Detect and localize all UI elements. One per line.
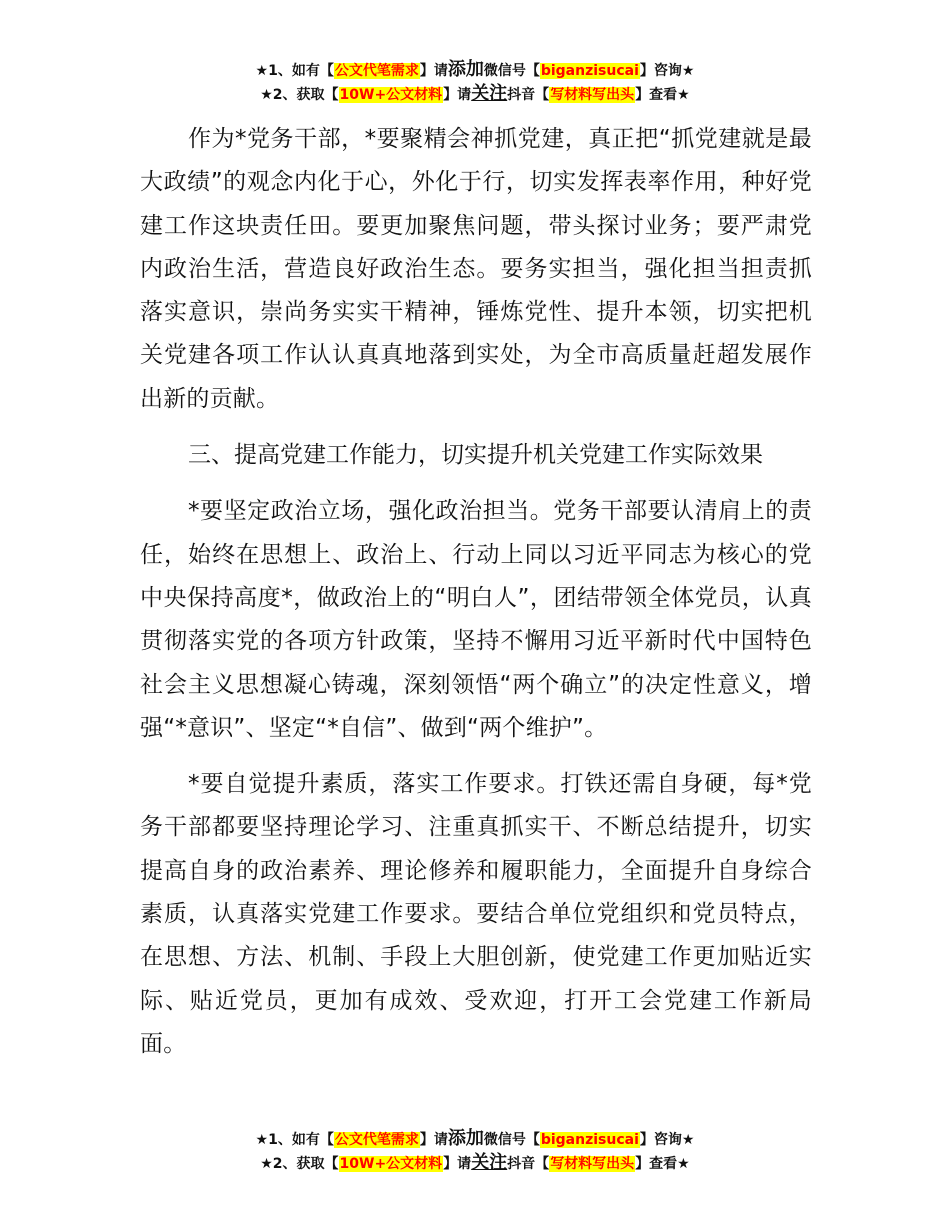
highlight-service: 公文代笔需求 bbox=[334, 63, 419, 79]
section-heading: 三、提高党建工作能力，切实提升机关党建工作实际效果 bbox=[188, 442, 763, 469]
banner-line-2 bbox=[0, 82, 950, 106]
banner-text: 】咨询★ bbox=[639, 63, 695, 79]
banner-line-1 bbox=[0, 58, 950, 82]
banner-line-2 bbox=[0, 1151, 950, 1175]
banner-text: 】查看★ bbox=[635, 1156, 690, 1172]
banner-emphasis: 添加 bbox=[447, 59, 484, 80]
highlight-materials: 10W+公文材料 bbox=[339, 87, 443, 103]
paragraph: *要坚定政治立场，强化政治担当。党务干部要认清肩上的责任，始终在思想上、政治上、行动上同以习近平同志为核心的党中央保持高度*，做政治上的“明白人”，团结带领全体党员，认真贯彻落实党的各项方针政策，坚持不懈用习近平新时代中国特色社会主义思想凝心铸魂，深刻领悟“两个确立”的决定性意义，增强“*意识”、坚定“*自信”、做到“两个维护”。 bbox=[140, 498, 812, 741]
banner-emphasis: 添加 bbox=[447, 1128, 484, 1149]
banner-text: 】请 bbox=[443, 1156, 472, 1172]
banner-text: 】查看★ bbox=[635, 87, 690, 103]
paragraph: *要自觉提升素质，落实工作要求。打铁还需自身硬，每*党务干部都要坚持理论学习、注重真抓实干、不断总结提升，切实提高自身的政治素养、理论修养和履职能力，全面提升自身综合素质，认真落实党建工作要求。要结合单位党组织和党员特点，在思想、方法、机制、手段上大胆创新，使党建工作更加贴近实际、贴近党员，更加有成效、受欢迎，打开工会党建工作新局面。 bbox=[140, 771, 812, 1057]
highlight-douyin-id: 写材料写出头 bbox=[550, 87, 635, 103]
header-banner bbox=[0, 58, 950, 106]
banner-emphasis: 关注 bbox=[471, 1152, 508, 1173]
banner-text: ★2、获取【 bbox=[260, 1156, 339, 1172]
banner-text: 】请 bbox=[419, 63, 448, 79]
banner-text: 微信号【 bbox=[483, 63, 540, 79]
document-body bbox=[140, 118, 812, 1079]
banner-text: 微信号【 bbox=[483, 1132, 540, 1148]
banner-text: 抖音【 bbox=[507, 1156, 550, 1172]
highlight-materials: 10W+公文材料 bbox=[339, 1156, 443, 1172]
banner-text: 抖音【 bbox=[507, 87, 550, 103]
paragraph: 作为*党务干部，*要聚精会神抓党建，真正把“抓党建就是最大政绩”的观念内化于心，外化于行，切实发挥表率作用，种好党建工作这块责任田。要更加聚焦问题，带头探讨业务；要严肃党内政治生活，营造良好政治生态。要务实担当，强化担当担责抓落实意识，崇尚务实实干精神，锤炼党性、提升本领，切实把机关党建各项工作认认真真地落到实处，为全市高质量赶超发展作出新的贡献。 bbox=[140, 126, 812, 412]
banner-text: 】请 bbox=[419, 1132, 448, 1148]
banner-text: 】咨询★ bbox=[639, 1132, 695, 1148]
footer-banner bbox=[0, 1127, 950, 1175]
banner-line-1 bbox=[0, 1127, 950, 1151]
banner-emphasis: 关注 bbox=[471, 83, 508, 104]
highlight-wechat-id: biganzisucai bbox=[540, 1132, 639, 1148]
banner-text: 】请 bbox=[443, 87, 472, 103]
highlight-douyin-id: 写材料写出头 bbox=[550, 1156, 635, 1172]
highlight-wechat-id: biganzisucai bbox=[540, 63, 639, 79]
highlight-service: 公文代笔需求 bbox=[334, 1132, 419, 1148]
banner-text: ★2、获取【 bbox=[260, 87, 339, 103]
banner-text: ★1、如有【 bbox=[255, 63, 334, 79]
banner-text: ★1、如有【 bbox=[255, 1132, 334, 1148]
